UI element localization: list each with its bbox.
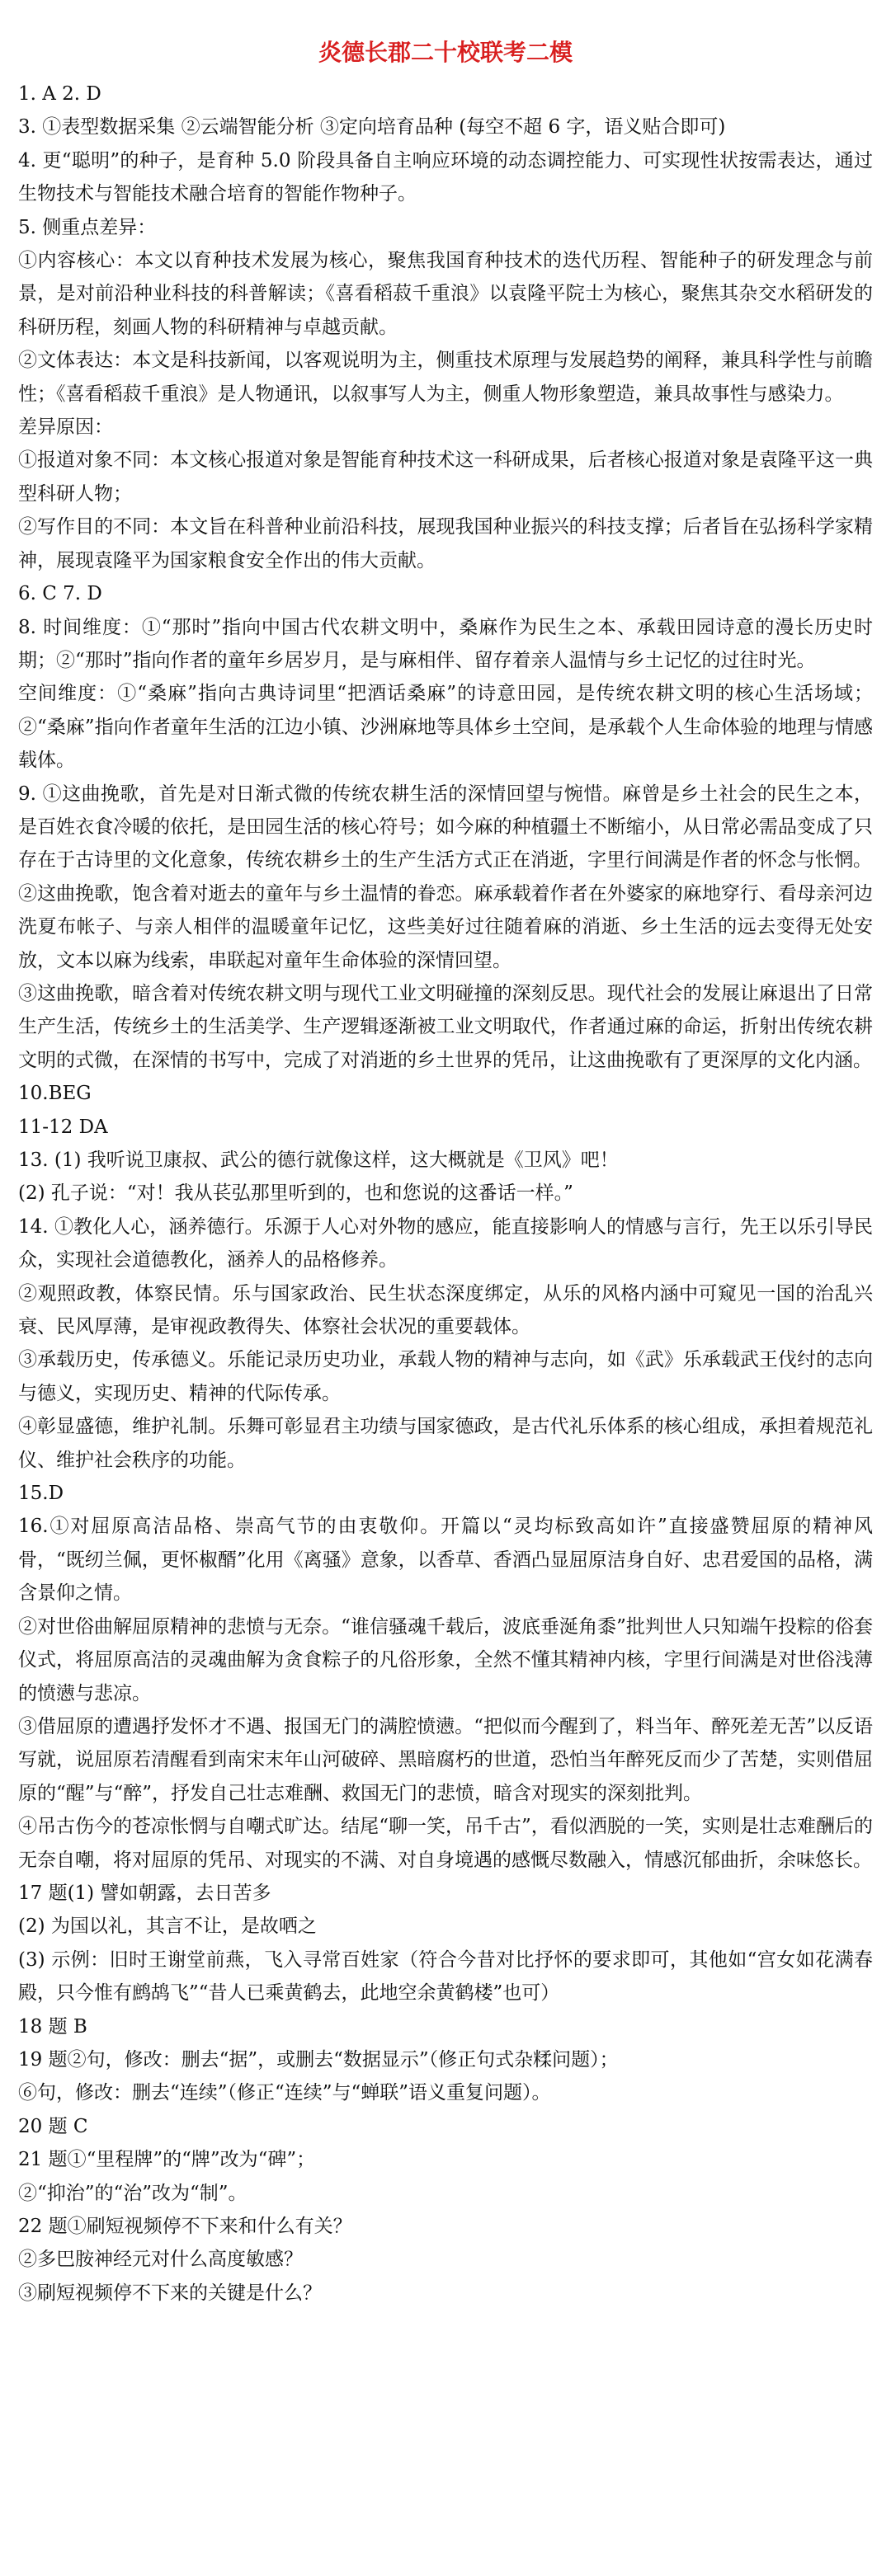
answer-line: ①报道对象不同：本文核心报道对象是智能育种技术这一科研成果，后者核心报道对象是袁隆平这一典型科研人物；	[18, 449, 873, 505]
answer-line: 17 题(1) 譬如朝露，去日苦多	[18, 1882, 271, 1904]
answer-line: 22 题①刷短视频停不下来和什么有关？	[18, 2216, 352, 2237]
answer-line: 21 题①“里程牌”的“牌”改为“碑”；	[18, 2149, 316, 2171]
answer-line: ⑥句，修改：删去“连续”（修正“连续”与“蝉联”语义重复问题）。	[18, 2082, 551, 2104]
answer-line: 19 题②句，修改：删去“据”，或删去“数据显示”（修正句式杂糅问题）；	[18, 2048, 619, 2071]
answer-line: 6. C 7. D	[18, 583, 102, 605]
answer-line: ①内容核心：本文以育种技术发展为核心，聚焦我国育种技术的迭代历程、智能种子的研发理念与前景，是对前沿种业科技的科普解读；《喜看稻菽千重浪》以袁隆平院士为核心，聚焦其杂交水稻研发的科研历程，刻画人物的科研精神与卓越贡献。	[18, 250, 873, 338]
answer-line: 15.D	[18, 1483, 64, 1505]
answer-content	[18, 78, 873, 2310]
answer-line: 10.BEG	[18, 1083, 92, 1105]
answer-line: 空间维度：①“桑麻”指向古典诗词里“把酒话桑麻”的诗意田园，是传统农耕文明的核心生活场域；②“桑麻”指向作者童年生活的江边小镇、沙洲麻地等具体乡土空间，是承载个人生命体验的地理与情感载体。	[18, 683, 873, 772]
answer-line: ②多巴胺神经元对什么高度敏感？	[18, 2249, 303, 2271]
answer-line: ②观照政教，体察民情。乐与国家政治、民生状态深度绑定，从乐的风格内涵中可窥见一国的治乱兴衰、民风厚薄，是审视政教得失、体察社会状况的重要载体。	[18, 1282, 873, 1338]
answer-line: ②对世俗曲解屈原精神的悲愤与无奈。“谁信骚魂千载后，波底垂涎角黍”批判世人只知端午投粽的俗套仪式，将屈原高洁的灵魂曲解为贪食粽子的凡俗形象，全然不懂其精神内核，字里行间满是对世俗浅薄的愤懑与悲凉。	[18, 1615, 873, 1704]
page-title: 炎德长郡二十校联考二模	[318, 39, 573, 66]
answer-line: 5. 侧重点差异：	[18, 216, 157, 238]
answer-line: 3. ①表型数据采集 ②云端智能分析 ③定向培育品种 (每空不超 6 字，语义贴合即可)	[18, 116, 726, 139]
answer-line: (2) 孔子说：“对！我从苌弘那里听到的，也和您说的这番话一样。”	[18, 1182, 573, 1205]
answer-line: 18 题 B	[18, 2015, 87, 2038]
answer-line: ③承载历史，传承德义。乐能记录历史功业，承载人物的精神与志向，如《武》乐承载武王伐纣的志向与德义，实现历史、精神的代际传承。	[18, 1349, 873, 1404]
answer-line: (3) 示例：旧时王谢堂前燕，飞入寻常百姓家（符合今昔对比抒怀的要求即可，其他如“宫女如花满春殿，只今惟有鹧鸪飞”“昔人已乘黄鹤去，此地空余黄鹤楼”也可）	[18, 1948, 873, 2005]
answer-line: 16.①对屈原高洁品格、崇高气节的由衷敬仰。开篇以“灵均标致高如许”直接盛赞屈原的精神风骨，“既纫兰佩，更怀椒醑”化用《离骚》意象，以香草、香酒凸显屈原洁身自好、忠君爱国的品格，满含景仰之情。	[18, 1516, 873, 1605]
answer-line: 差异原因：	[18, 416, 113, 439]
answer-line: ②写作目的不同：本文旨在科普种业前沿科技，展现我国种业振兴的科技支撑；后者旨在弘扬科学家精神，展现袁隆平为国家粮食安全作出的伟大贡献。	[18, 516, 873, 571]
answer-line: (2) 为国以礼，其言不让，是故哂之	[18, 1916, 317, 1938]
answer-line: 20 题 C	[18, 2115, 88, 2137]
answer-line: 13. (1) 我听说卫康叔、武公的德行就像这样，这大概就是《卫风》吧！	[18, 1149, 619, 1171]
answer-line: 1. A 2. D	[18, 83, 101, 105]
answer-line: ③这曲挽歌，暗含着对传统农耕文明与现代工业文明碰撞的深刻反思。现代社会的发展让麻退出了日常生产生活，传统乡土的生活美学、生产逻辑逐渐被工业文明取代，作者通过麻的命运，折射出传统农耕文明的式微，在深情的书写中，完成了对消逝的乡土世界的凭吊，让这曲挽歌有了更深厚的文化内涵。	[18, 982, 873, 1071]
answer-line: ②文体表达：本文是科技新闻，以客观说明为主，侧重技术原理与发展趋势的阐释，兼具科学性与前瞻性；《喜看稻菽千重浪》是人物通讯，以叙事写人为主，侧重人物形象塑造，兼具故事性与感染力。	[18, 350, 873, 405]
answer-line: ④吊古伤今的苍凉怅惘与自嘲式旷达。结尾“聊一笑，吊千古”，看似洒脱的一笑，实则是壮志难酬后的无奈自嘲，将对屈原的凭吊、对现实的不满、对自身境遇的感慨尽数融入，情感沉郁曲折，余味悠长。	[18, 1816, 873, 1871]
answer-line: ③刷短视频停不下来的关键是什么？	[18, 2282, 322, 2304]
answer-line: ③借屈原的遭遇抒发怀才不遇、报国无门的满腔愤懑。“把似而今醒到了，料当年、醉死差无苦”以反语写就，说屈原若清醒看到南宋末年山河破碎、黑暗腐朽的世道，恐怕当年醉死反而少了苦楚，实则借屈原的“醒”与“醉”，抒发自己壮志难酬、救国无门的悲愤，暗含对现实的深刻批判。	[18, 1715, 873, 1804]
answer-line: ②“抑治”的“治”改为“制”。	[18, 2182, 248, 2204]
answer-line: 11-12 DA	[18, 1116, 108, 1138]
answer-line: 4. 更“聪明”的种子，是育种 5.0 阶段具备自主响应环境的动态调控能力、可实现性状按需表达，通过生物技术与智能技术融合培育的智能作物种子。	[18, 149, 873, 205]
answer-line: 9. ①这曲挽歌，首先是对日渐式微的传统农耕生活的深情回望与惋惜。麻曾是乡土社会的民生之本，是百姓衣食冷暖的依托，是田园生活的核心符号；如今麻的种植疆土不断缩小，从日常必需品变成了只存在于古诗里的文化意象，传统农耕乡土的生产生活方式正在消逝，字里行间满是作者的怀念与怅惘。	[18, 783, 873, 872]
answer-line: 8. 时间维度：①“那时”指向中国古代农耕文明中，桑麻作为民生之本、承载田园诗意的漫长历史时期；②“那时”指向作者的童年乡居岁月，是与麻相伴、留存着亲人温情与乡土记忆的过往时光。	[18, 616, 873, 671]
answer-line: 14. ①教化人心，涵养德行。乐源于人心对外物的感应，能直接影响人的情感与言行，先王以乐引导民众，实现社会道德教化，涵养人的品格修养。	[18, 1215, 873, 1272]
answer-line: ②这曲挽歌，饱含着对逝去的童年与乡土温情的眷恋。麻承载着作者在外婆家的麻地穿行、看母亲河边洗夏布帐子、与亲人相伴的温暖童年记忆，这些美好过往随着麻的消逝、乡土生活的远去变得无处安放，文本以麻为线索，串联起对童年生命体验的深情回望。	[18, 882, 873, 971]
answer-line: ④彰显盛德，维护礼制。乐舞可彰显君主功绩与国家德政，是古代礼乐体系的核心组成，承担着规范礼仪、维护社会秩序的功能。	[18, 1416, 873, 1471]
